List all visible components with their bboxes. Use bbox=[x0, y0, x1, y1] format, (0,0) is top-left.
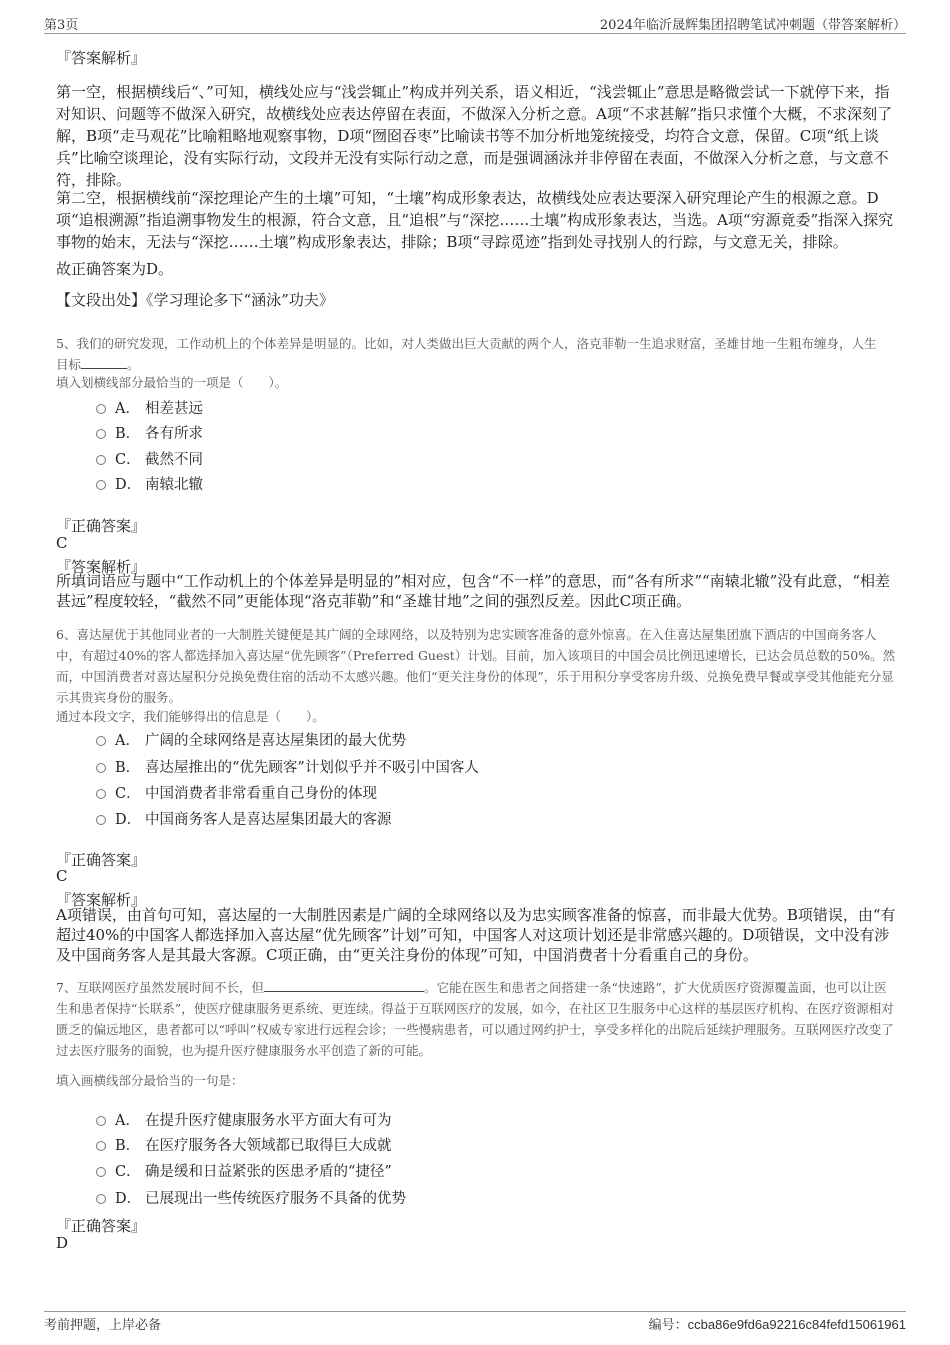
q6-answer: C bbox=[56, 867, 68, 885]
q6-prompt: 通过本段文字，我们能够得出的信息是（ ）。 bbox=[56, 709, 325, 724]
q5-answer: C bbox=[56, 534, 68, 552]
q4-analysis-para1: 第一空，根据横线后“、”可知，横线处应与“浅尝辄止”构成并列关系，语义相近，“浅尝辄止”意思是略微尝试一下就停下来，指对知识、问题等不做深入研究，故横线处应表达停留在表面，不做深入分析之意。A项“不求甚解”指只求懂个大概，不求深刻了解，B项“走马观花”比喻粗略地观察事物，D项“囫囵吞枣”比喻读书等不加分析地笼统接受，均符合文意，保留。C项“纸上谈兵”比喻空谈理论，没有实际行动，文段并无没有实际行动之意，而是强调涵泳并非停留在表面，不做深入分析之意，与文意不符，排除。 bbox=[56, 83, 893, 189]
radio-icon[interactable] bbox=[96, 455, 106, 465]
q6-option-a[interactable]: A． 广阔的全球网络是喜达屋集团的最大优势 bbox=[96, 729, 406, 750]
q7-option-b[interactable]: B． 在医疗服务各大领域都已取得巨大成就 bbox=[96, 1134, 392, 1155]
q5-option-c[interactable]: C． 截然不同 bbox=[96, 448, 203, 469]
q6-option-b[interactable]: B． 喜达屋推出的“优先顾客”计划似乎并不吸引中国客人 bbox=[96, 756, 479, 777]
document-title: 2024年临沂晟辉集团招聘笔试冲刺题（带答案解析） bbox=[599, 18, 906, 33]
radio-icon[interactable] bbox=[96, 404, 106, 414]
q7-prompt: 填入画横线部分最恰当的一句是： bbox=[56, 1073, 244, 1088]
q5-analysis-title: 『答案解析』 bbox=[56, 558, 147, 576]
q5-prompt: 填入划横线部分最恰当的一项是（ ）。 bbox=[56, 375, 288, 390]
q7-stem-text: 7、互联网医疗虽然发展时间不长，但 bbox=[56, 980, 264, 995]
radio-icon[interactable] bbox=[96, 1141, 106, 1151]
q5-stem-end: 。 bbox=[127, 357, 140, 372]
q4-analysis-para2: 第二空，根据横线前“深挖理论产生的土壤”可知，“土壤”构成形象表达，故横线处应表达要深入研究理论产生的根源之意。D项“追根溯源”指追溯事物发生的根源，符合文意，且“追根”与“深挖……土壤”构成形象表达，当选。A项“穷源竟委”指深入探究事物的始末，无法与“深挖……土壤”构成形象表达，排除；B项“寻踪觅迹”指到处寻找别人的行踪，与文意无关，排除。 bbox=[56, 189, 894, 251]
q7-option-d[interactable]: D． 已展现出一些传统医疗服务不具备的优势 bbox=[96, 1187, 406, 1208]
q6-analysis: A项错误，由首句可知，喜达屋的一大制胜因素是广阔的全球网络以及为忠实顾客准备的惊喜，而非最大优势。B项错误，由“有超过40%的中国客人都选择加入喜达屋“优先顾客”计划”可知，中国客人对这项计划还是非常感兴趣的。D项错误，文中没有涉及中国商务客人是其最大客源。C项正确，由“更关注身份的体现”可知，中国消费者十分看重自己的身份。 bbox=[56, 906, 896, 964]
q6-option-d[interactable]: D． 中国商务客人是喜达屋集团最大的客源 bbox=[96, 808, 392, 829]
radio-icon[interactable] bbox=[96, 1194, 106, 1204]
q5-option-b[interactable]: B． 各有所求 bbox=[96, 422, 203, 443]
radio-icon[interactable] bbox=[96, 1167, 106, 1177]
radio-icon[interactable] bbox=[96, 815, 106, 825]
q7-stem-rest: 。它能在医生和患者之间搭建一条“快速路”，扩大优质医疗资源覆盖面，也可以让医生和患者保持“长联系”，使医疗健康服务更系统、更连续。得益于互联网医疗的发展，如今，在社区卫生服务中心这样的基层医疗机构、在医疗资源相对匮乏的偏远地区，患者都可以“呼叫”权威专家进行远程会诊；一些慢病患者，可以通过网约护士，享受多样化的出院后延续护理服务。互联网医疗改变了过去医疗服务的面貌，也为提升医疗健康服务水平创造了新的可能。 bbox=[56, 980, 894, 1058]
q5-analysis: 所填词语应与题中“工作动机上的个体差异是明显的”相对应，包含“不一样”的意思，而“各有所求”“南辕北辙”没有此意，“相差甚远”程度较轻，“截然不同”更能体现“洛克菲勒”和“圣雄甘地”之间的强烈反差。因此C项正确。 bbox=[56, 572, 891, 610]
q6-answer-title: 『正确答案』 bbox=[56, 851, 147, 869]
footer-slogan: 考前押题，上岸必备 bbox=[44, 1318, 162, 1333]
q7-blank bbox=[264, 978, 424, 992]
footer-code bbox=[649, 1314, 906, 1333]
footer-code-label: 编号： bbox=[648, 1318, 688, 1333]
q6-analysis-title: 『答案解析』 bbox=[56, 891, 147, 909]
q7-option-c[interactable]: C． 确是缓和日益紧张的医患矛盾的“捷径” bbox=[96, 1160, 392, 1181]
q7-option-a[interactable]: A． 在提升医疗健康服务水平方面大有可为 bbox=[96, 1109, 392, 1130]
radio-icon[interactable] bbox=[96, 429, 106, 439]
radio-icon[interactable] bbox=[96, 736, 106, 746]
q5-stem bbox=[56, 333, 886, 375]
q5-option-a[interactable]: A． 相差甚远 bbox=[96, 397, 203, 418]
footer-code-value: ccba86e9fd6a92216c84fefd15061961 bbox=[687, 1317, 906, 1332]
page-number: 第3页 bbox=[44, 18, 79, 33]
q4-analysis-title: 『答案解析』 bbox=[56, 49, 147, 67]
q7-answer-title: 『正确答案』 bbox=[56, 1217, 147, 1235]
radio-icon[interactable] bbox=[96, 480, 106, 490]
q6-option-c[interactable]: C． 中国消费者非常看重自己身份的体现 bbox=[96, 782, 377, 803]
q7-answer: D bbox=[56, 1234, 69, 1252]
q5-stem-text: 5、我们的研究发现，工作动机上的个体差异是明显的。比如，对人类做出巨大贡献的两个人，洛克菲勒一生追求财富，圣雄甘地一生粗布缠身，人生目标 bbox=[56, 336, 877, 372]
q4-source: 【文段出处】《学习理论多下“涵泳”功夫》 bbox=[56, 291, 334, 309]
q7-stem bbox=[56, 977, 896, 1061]
radio-icon[interactable] bbox=[96, 1116, 106, 1126]
radio-icon[interactable] bbox=[96, 763, 106, 773]
radio-icon[interactable] bbox=[96, 789, 106, 799]
footer-divider bbox=[44, 1311, 906, 1312]
q6-stem: 6、喜达屋优于其他同业者的一大制胜关键便是其广阔的全球网络，以及特别为忠实顾客准备的意外惊喜。在入住喜达屋集团旗下酒店的中国商务客人中，有超过40%的客人都选择加入喜达屋“优先顾客”（Preferred Guest）计划。目前，加入该项目的中国会员比例迅速增长，已达会员总数的50%。然而，中国消费者对喜达屋积分兑换免费住宿的活动不太感兴趣。他们“更关注身份的体现”，乐于用积分享受客房升级、兑换免费早餐或享受其他能充分显示其贵宾身份的服务。 bbox=[56, 627, 896, 705]
q5-option-d[interactable]: D． 南辕北辙 bbox=[96, 473, 203, 494]
q5-blank bbox=[81, 355, 127, 369]
header-divider bbox=[44, 33, 906, 34]
q4-conclusion: 故正确答案为D。 bbox=[56, 260, 174, 278]
q5-answer-title: 『正确答案』 bbox=[56, 517, 147, 535]
